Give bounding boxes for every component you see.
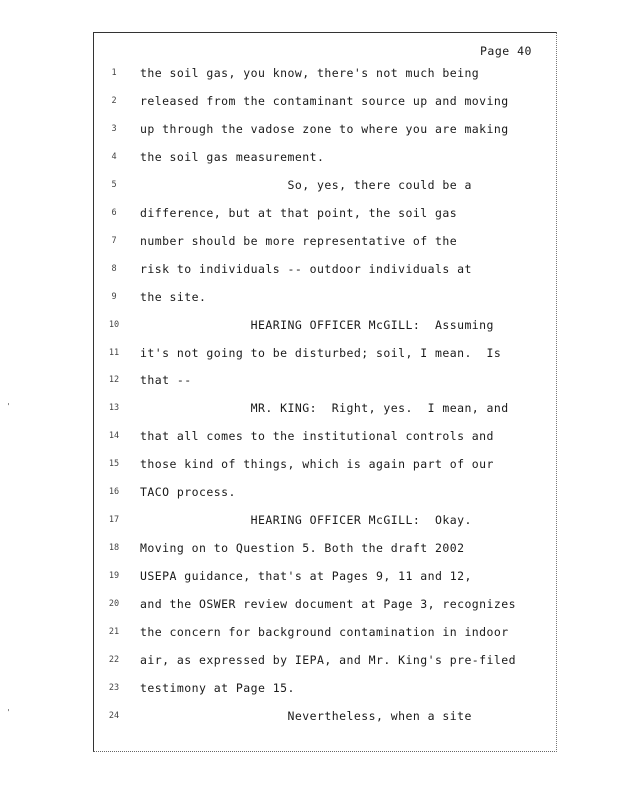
line-number: 15 [108,459,120,469]
line-number: 24 [108,711,120,721]
line-number: 21 [108,627,120,637]
line-number: 19 [108,571,120,581]
line-number: 7 [111,236,117,246]
transcript-line: air, as expressed by IEPA, and Mr. King's pre-filed [140,653,517,667]
line-number: 22 [108,655,120,665]
line-number: 12 [108,375,120,385]
transcript-line: the site. [140,290,207,304]
margin-mark: ' [6,708,11,717]
line-number: 10 [108,320,120,330]
line-number: 18 [108,543,120,553]
line-number: 20 [108,599,120,609]
page-number: Page 40 [480,44,532,58]
line-number: 1 [111,68,117,78]
line-number: 2 [111,96,117,106]
transcript-line: those kind of things, which is again part of our [140,457,494,471]
line-number: 13 [108,403,120,413]
line-number: 14 [108,431,120,441]
transcript-line: testimony at Page 15. [140,681,295,695]
transcript-line: the soil gas measurement. [140,150,325,164]
transcript-line: that -- [140,373,192,387]
page-border [93,32,557,752]
transcript-line: risk to individuals -- outdoor individuals at [140,262,472,276]
transcript-line: number should be more representative of the [140,234,458,248]
transcript-line: Nevertheless, when a site [140,709,472,723]
line-number: 3 [111,124,117,134]
transcript-line: up through the vadose zone to where you are making [140,122,509,136]
line-number: 5 [111,180,117,190]
line-number: 17 [108,515,120,525]
transcript-line: it's not going to be disturbed; soil, I mean. Is [140,346,502,360]
transcript-line: HEARING OFFICER McGILL: Okay. [140,513,472,527]
line-number: 4 [111,152,117,162]
transcript-line: TACO process. [140,485,236,499]
transcript-line: HEARING OFFICER McGILL: Assuming [140,318,494,332]
transcript-line: So, yes, there could be a [140,178,472,192]
transcript-line: and the OSWER review document at Page 3, recognizes [140,597,517,611]
transcript-line: the concern for background contamination in indoor [140,625,509,639]
line-number: 9 [111,292,117,302]
line-number: 8 [111,264,117,274]
line-number: 23 [108,683,120,693]
line-number: 11 [108,348,120,358]
transcript-line: that all comes to the institutional controls and [140,429,494,443]
line-number: 6 [111,208,117,218]
transcript-line: the soil gas, you know, there's not much being [140,66,480,80]
transcript-line: released from the contaminant source up and moving [140,94,509,108]
transcript-line: MR. KING: Right, yes. I mean, and [140,401,509,415]
transcript-line: difference, but at that point, the soil gas [140,206,458,220]
transcript-line: Moving on to Question 5. Both the draft 2002 [140,541,465,555]
transcript-line: USEPA guidance, that's at Pages 9, 11 and 12, [140,569,472,583]
line-number: 16 [108,487,120,497]
margin-mark: ' [6,402,11,411]
